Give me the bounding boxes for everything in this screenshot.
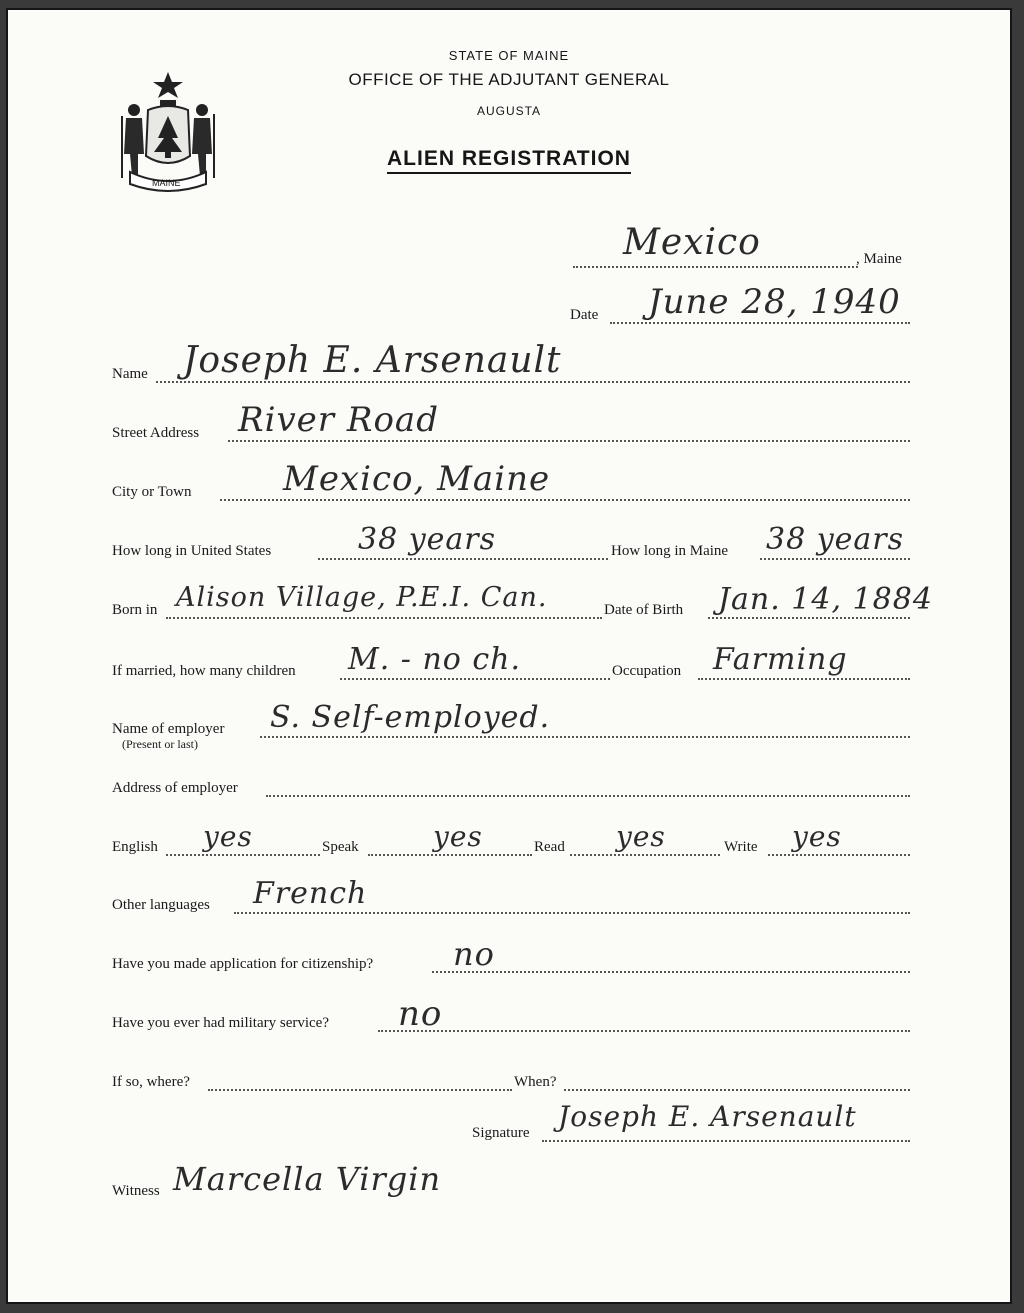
- street-value: River Road: [238, 400, 439, 440]
- maine-duration-line: [760, 558, 910, 560]
- occupation-line: [698, 678, 910, 680]
- name-label: Name: [112, 366, 148, 382]
- read-value: yes: [616, 820, 666, 853]
- read-label: Read: [534, 839, 565, 855]
- where-label: If so, where?: [112, 1074, 190, 1090]
- born-value: Alison Village, P.E.I. Can.: [176, 582, 548, 613]
- speak-label: Speak: [322, 839, 359, 855]
- us-duration-value: 38 years: [358, 522, 497, 557]
- street-label: Street Address: [112, 425, 200, 441]
- place-value: Mexico: [623, 222, 761, 263]
- dob-line: [708, 617, 910, 619]
- children-label: If married, how many children: [112, 663, 296, 679]
- witness-label: Witness: [112, 1183, 160, 1199]
- date-label: Date: [570, 307, 599, 323]
- date-line: [610, 322, 910, 324]
- witness-value: Marcella Virgin: [173, 1160, 442, 1198]
- street-line: [228, 440, 910, 442]
- seal-banner-text: MAINE: [152, 178, 181, 188]
- office-heading: OFFICE OF THE ADJUTANT GENERAL: [348, 70, 670, 89]
- military-line: [378, 1030, 910, 1032]
- employer-value: S. Self-employed.: [270, 700, 551, 735]
- other-languages-value: French: [253, 876, 368, 911]
- citizenship-label: Have you made application for citizenship?: [112, 956, 374, 972]
- us-duration-line: [318, 558, 608, 560]
- dob-value: Jan. 14, 1884: [718, 582, 933, 617]
- where-line: [208, 1089, 512, 1091]
- employer-address-label: Address of employer: [112, 780, 238, 796]
- employer-label: Name of employer: [112, 721, 225, 737]
- name-line: [156, 381, 910, 383]
- signature-label: Signature: [472, 1125, 530, 1141]
- occupation-label: Occupation: [612, 663, 682, 679]
- employer-address-line: [266, 795, 910, 797]
- name-value: Joseph E. Arsenault: [183, 340, 562, 381]
- children-value: M. - no ch.: [348, 642, 522, 677]
- maine-duration-label: How long in Maine: [611, 543, 729, 559]
- other-languages-label: Other languages: [112, 897, 210, 913]
- born-label: Born in: [112, 602, 158, 618]
- dob-label: Date of Birth: [604, 602, 684, 618]
- citizenship-line: [432, 971, 910, 973]
- city-heading: AUGUSTA: [476, 104, 542, 118]
- speak-line: [368, 854, 532, 856]
- employer-sublabel: (Present or last): [122, 737, 198, 751]
- when-label: When?: [514, 1074, 557, 1090]
- signature-line: [542, 1140, 910, 1142]
- write-line: [768, 854, 910, 856]
- place-line: [573, 266, 858, 268]
- read-line: [570, 854, 720, 856]
- when-line: [564, 1089, 910, 1091]
- english-line: [166, 854, 320, 856]
- date-value: June 28, 1940: [648, 282, 901, 322]
- city-value: Mexico, Maine: [283, 459, 551, 499]
- occupation-value: Farming: [713, 642, 848, 677]
- citizenship-value: no: [453, 935, 495, 973]
- other-languages-line: [234, 912, 910, 914]
- place-suffix: , Maine: [856, 251, 902, 267]
- write-label: Write: [724, 839, 758, 855]
- military-value: no: [398, 994, 443, 1034]
- children-line: [340, 678, 610, 680]
- signature-value: Joseph E. Arsenault: [558, 1100, 857, 1133]
- born-line: [166, 617, 602, 619]
- city-label: City or Town: [112, 484, 192, 500]
- maine-duration-value: 38 years: [766, 522, 905, 557]
- military-label: Have you ever had military service?: [112, 1015, 329, 1031]
- english-label: English: [112, 839, 158, 855]
- speak-value: yes: [433, 820, 483, 853]
- us-duration-label: How long in United States: [112, 543, 272, 559]
- employer-line: [260, 736, 910, 738]
- english-value: yes: [203, 820, 253, 853]
- form-title: ALIEN REGISTRATION: [8, 147, 1010, 171]
- state-heading: STATE OF MAINE: [448, 48, 570, 63]
- write-value: yes: [792, 820, 842, 853]
- city-line: [220, 499, 910, 501]
- registration-form: [6, 8, 1012, 1304]
